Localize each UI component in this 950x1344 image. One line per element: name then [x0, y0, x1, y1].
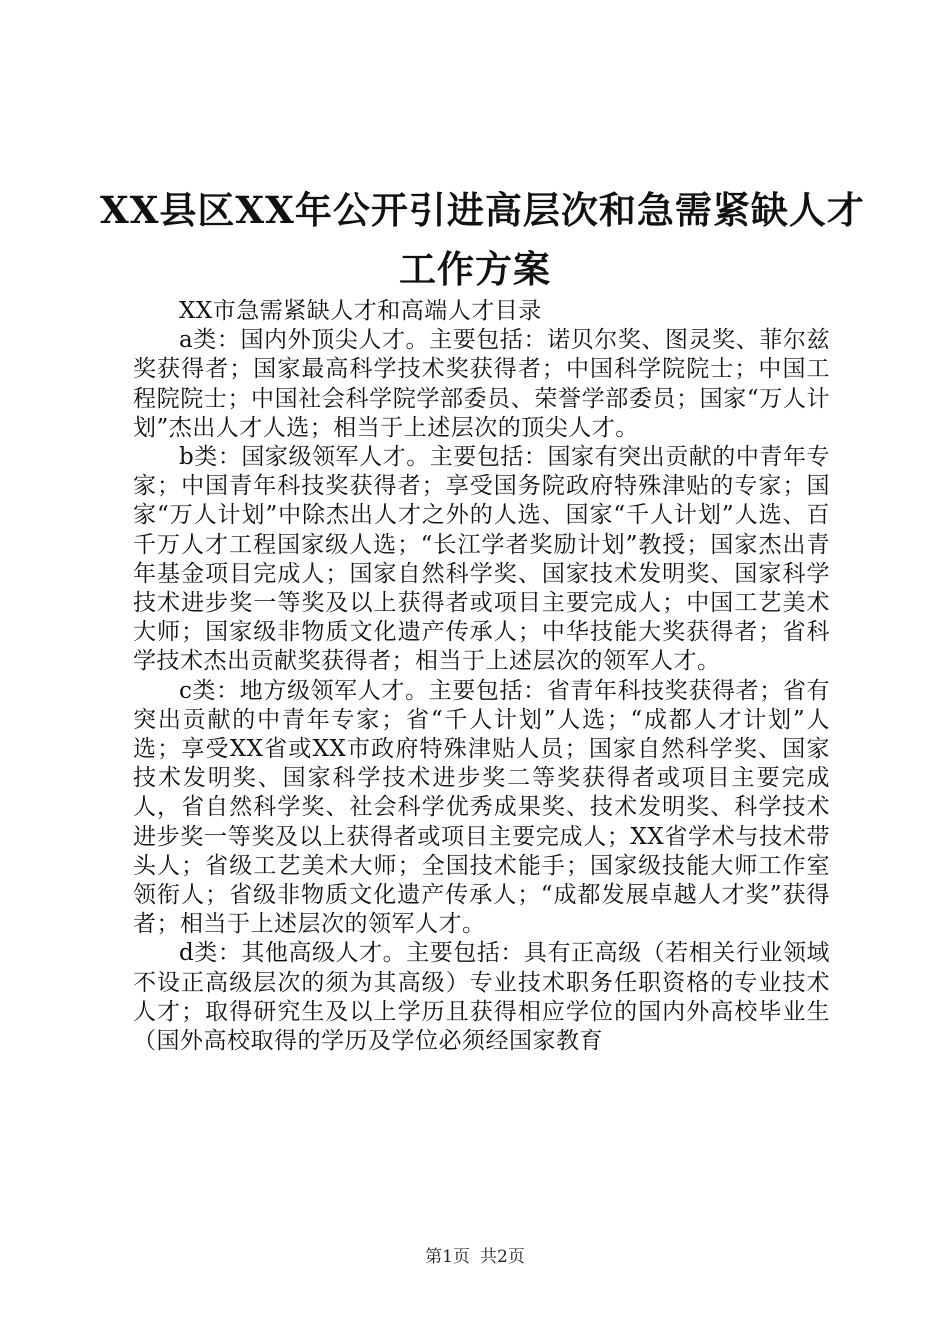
paragraph-category-c: c类：地方级领军人才。主要包括：省青年科技奖获得者；省有突出贡献的中青年专家；省“千人计划”人选；“成都人才计划”人选；享受XX省或XX市政府特殊津贴人员；国家自然科学奖、国家技术发明奖、国家科学技术进步奖二等奖获得者或项目主要完成人，省自然科学奖、社会科学优秀成果奖、技术发明奖、科学技术进步奖一等奖及以上获得者或项目主要完成人；XX省学术与技术带头人；省级工艺美术大师；全国技术能手；国家级技能大师工作室领衔人；省级非物质文化遗产传承人；“成都发展卓越人才奖”获得者；相当于上述层次的领军人才。 — [133, 677, 830, 938]
document-title-line2: 工作方案 — [399, 247, 551, 291]
paragraph-catalog-heading: XX市急需紧缺人才和高端人才目录 — [179, 298, 542, 324]
page-total: 共2页 — [480, 1247, 525, 1267]
page-footer — [0, 1242, 950, 1267]
paragraph-category-a: a类：国内外顶尖人才。主要包括：诺贝尔奖、图灵奖、菲尔兹奖获得者；国家最高科学技术奖获得者；中国科学院院士；中国工程院院士；中国社会科学院学部委员、荣誉学部委员；国家“万人计划”杰出人才人选；相当于上述层次的顶尖人才。 — [133, 327, 830, 441]
paragraph-category-b: b类：国家级领军人才。主要包括：国家有突出贡献的中青年专家；中国青年科技奖获得者；享受国务院政府特殊津贴的专家；国家“万人计划”中除杰出人才之外的人选、国家“千人计划”人选、百千万人才工程国家级人选；“长江学者奖励计划”教授；国家杰出青年基金项目完成人；国家自然科学奖、国家技术发明奖、国家科学技术进步奖一等奖及以上获得者或项目主要完成人；中国工艺美术大师；国家级非物质文化遗产传承人；中华技能大奖获得者；省科学技术杰出贡献奖获得者；相当于上述层次的领军人才。 — [133, 444, 830, 675]
document-body — [133, 297, 830, 1056]
page-number: 第1页 — [425, 1247, 470, 1267]
document-title-line1: XX县区XX年公开引进高层次和急需紧缺人才 — [100, 188, 865, 232]
paragraph-category-d: d类：其他高级人才。主要包括：具有正高级（若相关行业领域不设正高级层次的须为其高级）专业技术职务任职资格的专业技术人才；取得研究生及以上学历且获得相应学位的国内外高校毕业生（国外高校取得的学历及学位必须经国家教育 — [133, 940, 830, 1055]
